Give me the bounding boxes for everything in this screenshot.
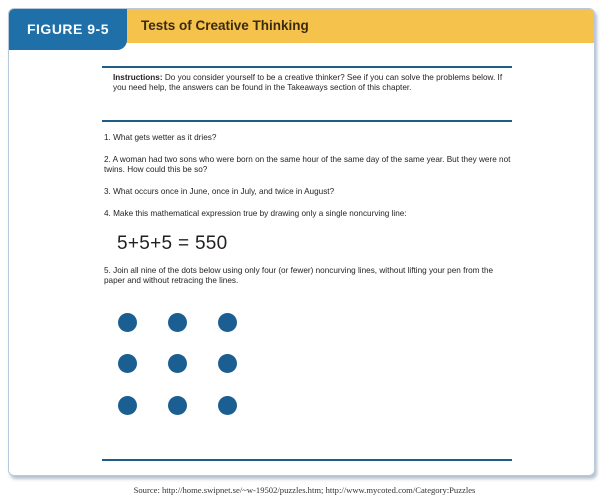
bottom-rule (102, 459, 512, 461)
dot-2-2 (168, 354, 187, 373)
top-rule (102, 66, 512, 68)
instructions-rule (102, 120, 512, 122)
question-4: 4. Make this mathematical expression true by drawing only a single noncurving line: (104, 209, 407, 218)
question-1: 1. What gets wetter as it dries? (104, 133, 217, 142)
figure-title: Tests of Creative Thinking (141, 18, 309, 33)
dot-3-1 (118, 396, 137, 415)
figure-label: FIGURE 9-5 (9, 9, 127, 50)
question-2: 2. A woman had two sons who were born on the same hour of the same day of the same year. But they were not twins. How could this be so? (104, 155, 511, 174)
question-3: 3. What occurs once in June, once in July, and twice in August? (104, 187, 335, 196)
instructions (113, 73, 508, 93)
instructions-lead: Instructions: (113, 73, 163, 82)
question-5: 5. Join all nine of the dots below using only four (or fewer) noncurving lines, without lifting your pen from the paper and without retracing the lines. (104, 266, 494, 285)
dot-1-2 (168, 313, 187, 332)
dot-2-3 (218, 354, 237, 373)
dot-1-1 (118, 313, 137, 332)
dot-3-2 (168, 396, 187, 415)
equation: 5+5+5 = 550 (117, 233, 228, 254)
instructions-text: Do you consider yourself to be a creative thinker? See if you can solve the problems below. If you need help, the answers can be found in the Takeaways section of this chapter. (113, 73, 503, 92)
source-credit: Source: http://home.swipnet.se/~w-19502/puzzles.htm; http://www.mycoted.com/Category:Puzzles (133, 485, 476, 495)
dot-2-1 (118, 354, 137, 373)
dot-1-3 (218, 313, 237, 332)
dot-3-3 (218, 396, 237, 415)
